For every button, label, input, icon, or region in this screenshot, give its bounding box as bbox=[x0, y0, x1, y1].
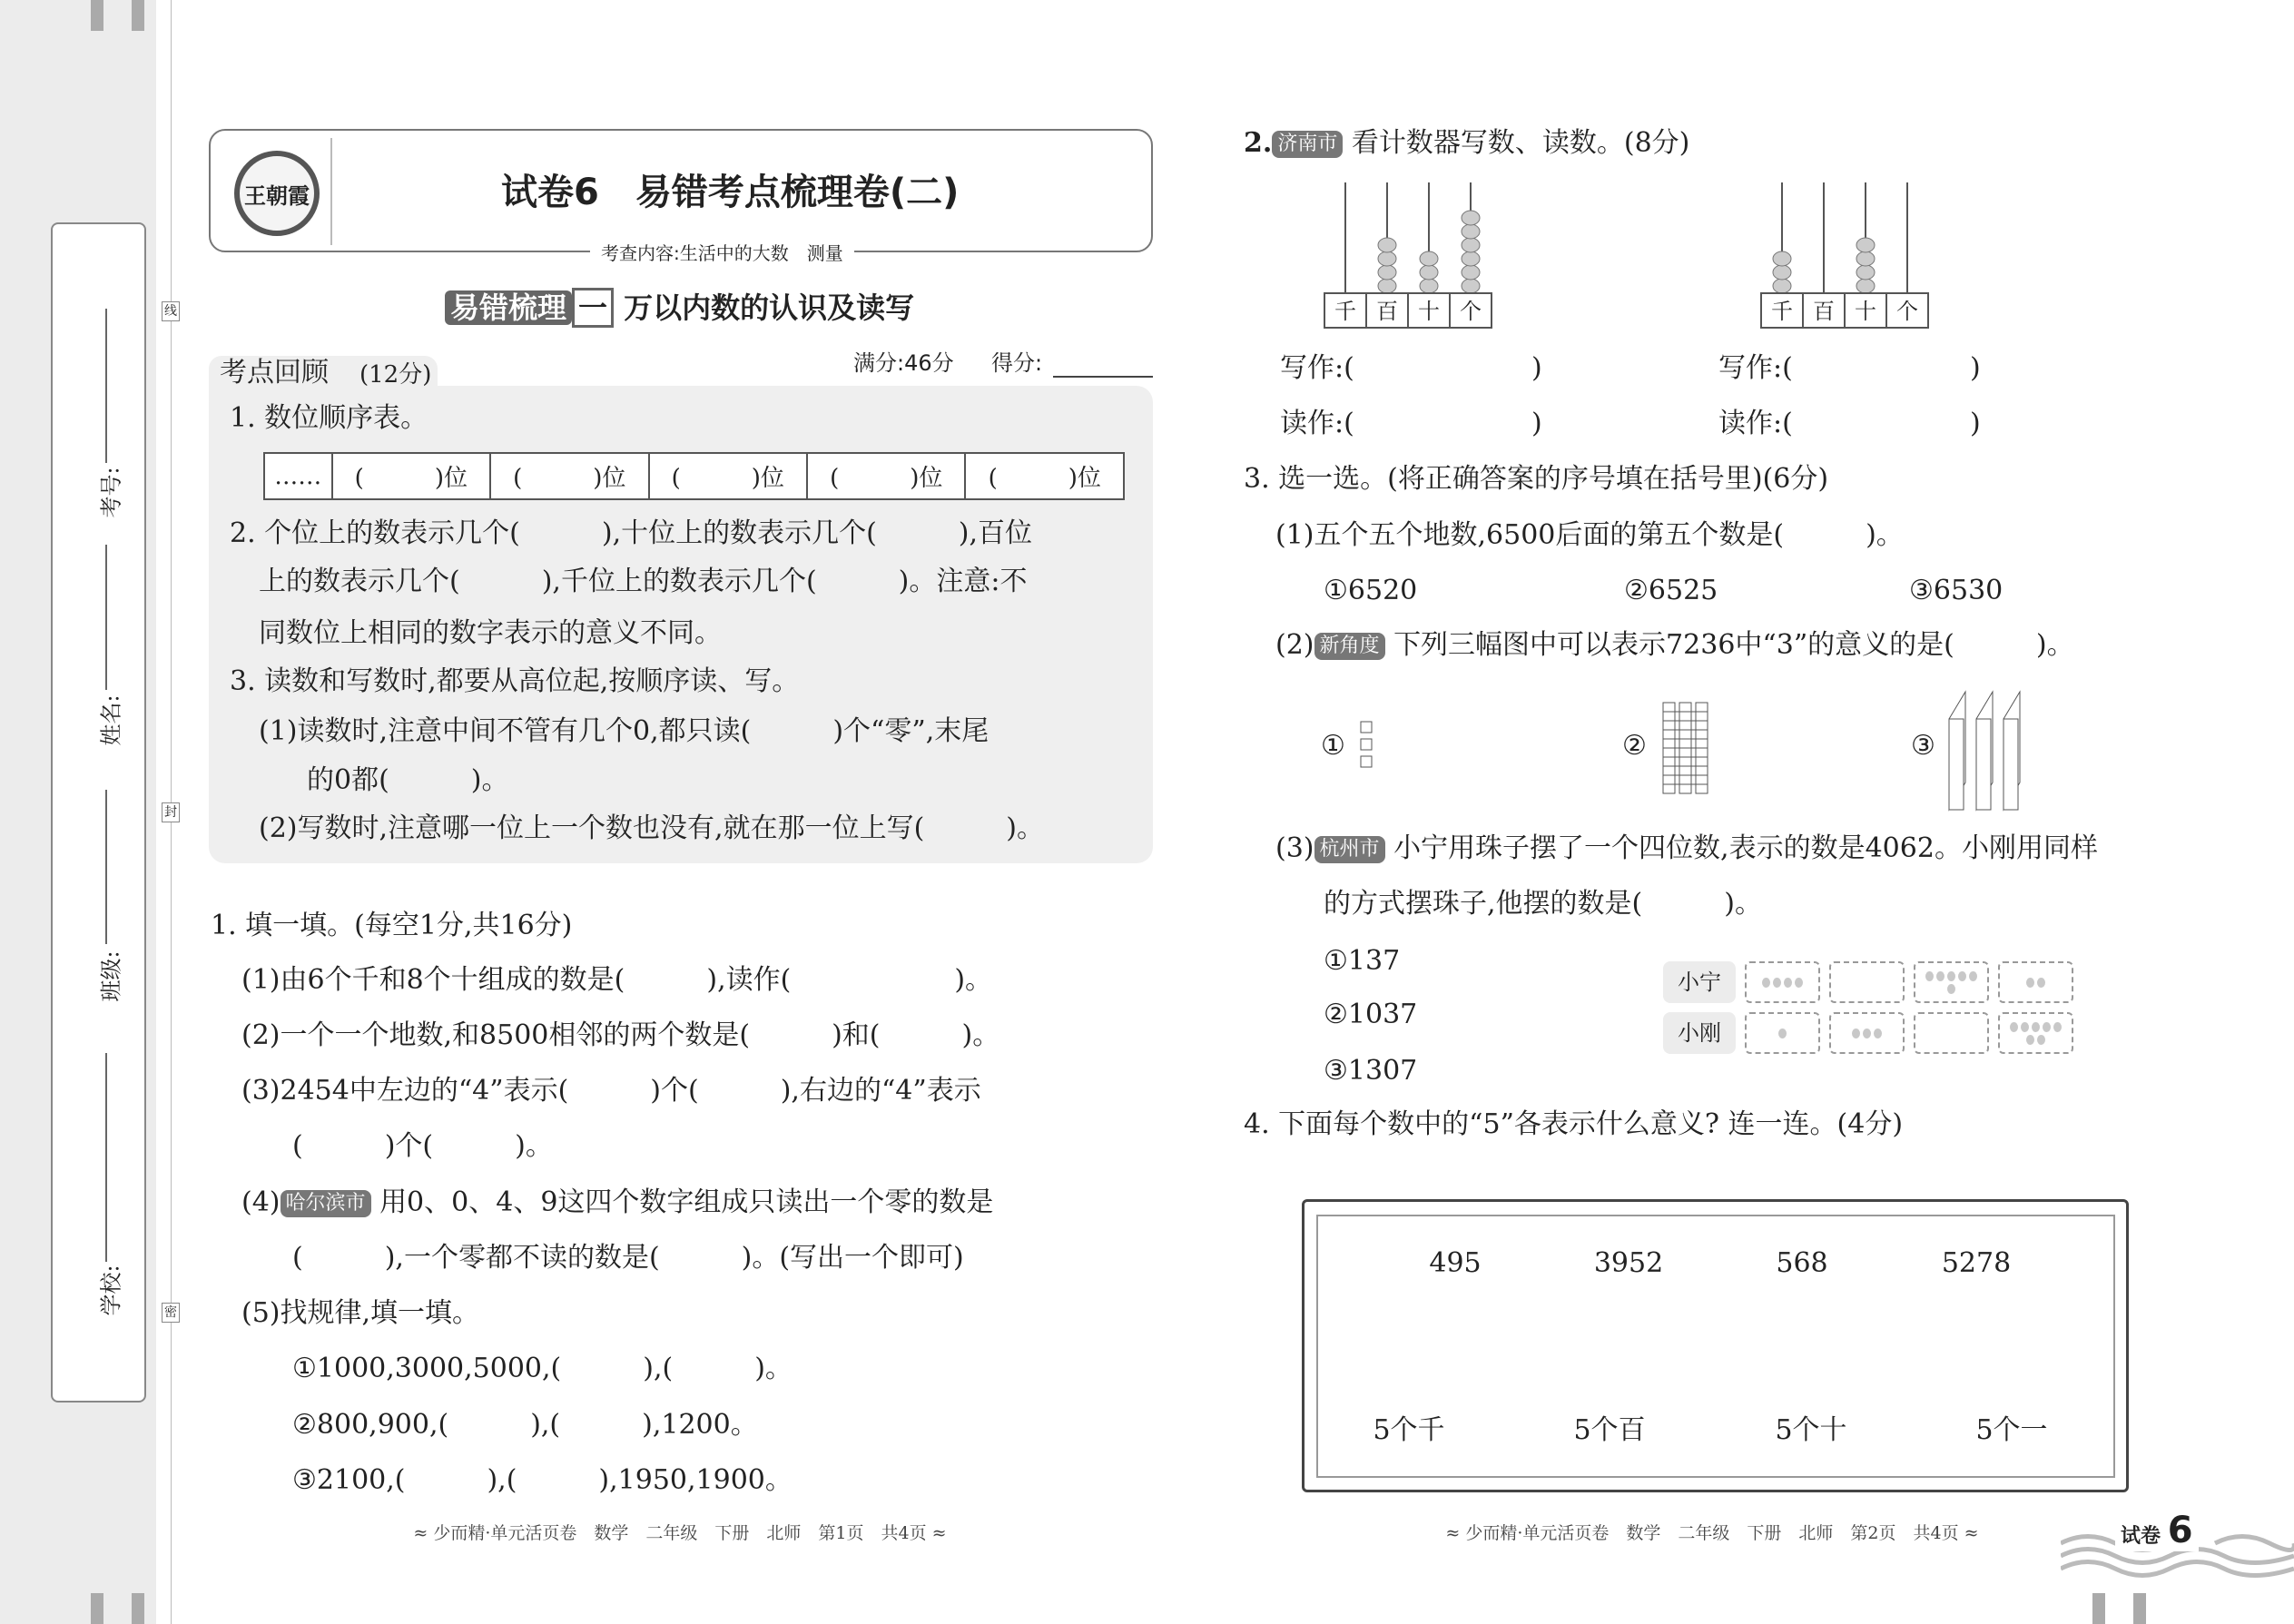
bead-table bbox=[1663, 961, 2073, 1063]
abacus-bead bbox=[1378, 238, 1396, 252]
paper-header bbox=[209, 129, 1153, 252]
match-meaning[interactable]: 5个百 bbox=[1573, 1414, 1646, 1446]
abacus-bead bbox=[1462, 224, 1480, 239]
bead-dot bbox=[1852, 1029, 1860, 1038]
class-field[interactable] bbox=[105, 790, 107, 944]
question-line: (1)由6个千和8个十组成的数是( ),读作( )。 bbox=[241, 964, 993, 996]
review-line: 3. 读数和写数时,都要从高位起,按顺序读、写。 bbox=[230, 665, 800, 697]
table-cell[interactable]: ( )位 bbox=[490, 453, 648, 499]
footer-left: ≈ 少而精·单元活页卷 数学 二年级 下册 北师 第1页 共4页 ≈ bbox=[413, 1523, 947, 1543]
decor-bar bbox=[132, 0, 144, 31]
question-3-title: 3. 选一选。(将正确答案的序号填在括号里)(6分) bbox=[1244, 463, 1829, 495]
decor-bar bbox=[132, 1593, 144, 1624]
exam-number-field[interactable] bbox=[105, 309, 107, 463]
page-subtitle: 考查内容:生活中的大数 测量 bbox=[590, 239, 854, 265]
abacus-bead bbox=[1420, 265, 1438, 280]
publisher-logo: 王朝霞 bbox=[223, 138, 332, 245]
bead-dot bbox=[2010, 1022, 2018, 1032]
review-q1: 1. 数位顺序表。 bbox=[230, 402, 428, 434]
question-line: ( ),一个零都不读的数是( )。(写出一个即可) bbox=[292, 1242, 964, 1274]
match-meaning[interactable]: 5个一 bbox=[1975, 1414, 2048, 1446]
abacus-place-label: 百 bbox=[1376, 299, 1398, 324]
abacus-bead bbox=[1773, 251, 1791, 266]
bead-dot bbox=[1863, 1029, 1871, 1038]
full-score: 满分:46分 bbox=[853, 350, 954, 376]
bead-dot bbox=[1778, 1029, 1787, 1038]
name-label: 姓名: bbox=[98, 694, 124, 746]
write-label: 写作:( bbox=[1280, 352, 1354, 384]
abacus-bead bbox=[1420, 251, 1438, 266]
option: ②1037 bbox=[1324, 999, 1418, 1030]
bead-cell bbox=[1829, 961, 1905, 1003]
abacus-place-label: 十 bbox=[1855, 299, 1876, 324]
bead-dot bbox=[1947, 971, 1955, 981]
abacus-bead bbox=[1378, 251, 1396, 266]
place-value-table bbox=[263, 452, 1125, 500]
abacus-1 bbox=[1321, 177, 1502, 331]
footer-right: ≈ 少而精·单元活页卷 数学 二年级 下册 北师 第2页 共4页 ≈ bbox=[1445, 1523, 1979, 1543]
question-2-title: 2. 济南市 看计数器写数、读数。(8分) bbox=[1244, 127, 1690, 159]
abacus-place-label: 百 bbox=[1813, 299, 1835, 324]
bead-dot bbox=[2026, 1035, 2034, 1045]
bead-dot bbox=[2053, 1022, 2062, 1032]
bead-dot bbox=[1947, 984, 1955, 994]
bead-cell bbox=[1914, 1012, 1989, 1054]
option: ①137 bbox=[1324, 945, 1401, 977]
write-label: 写作:( bbox=[1718, 352, 1793, 384]
cut-mark: 密 bbox=[162, 1303, 180, 1323]
bead-dot bbox=[2021, 1022, 2029, 1032]
page-title: 试卷6 易错考点梳理卷(二) bbox=[501, 172, 960, 213]
paren-close: ) bbox=[1531, 352, 1542, 384]
bead-row-name: 小宁 bbox=[1663, 961, 1736, 1003]
abacus-bead bbox=[1462, 279, 1480, 293]
three-tens-rods-image bbox=[1661, 699, 1716, 799]
table-cell[interactable]: ( )位 bbox=[649, 453, 807, 499]
score-input-line[interactable] bbox=[1053, 376, 1153, 378]
question-line: (3)2454中左边的“4”表示( )个( ),右边的“4”表示 bbox=[241, 1075, 981, 1107]
option: ① bbox=[1321, 730, 1345, 762]
bead-dot bbox=[2026, 978, 2034, 988]
bead-cell bbox=[1914, 961, 1989, 1003]
question-line: 的方式摆珠子,他摆的数是( )。 bbox=[1324, 888, 1762, 920]
decor-bar bbox=[91, 1593, 103, 1624]
paren-close: ) bbox=[1970, 408, 1981, 439]
abacus-bead bbox=[1773, 279, 1791, 293]
review-line: (2)写数时,注意哪一位上一个数也没有,就在那一位上写( )。 bbox=[259, 812, 1044, 844]
bead-dot bbox=[2037, 1035, 2045, 1045]
score-label: 得分: bbox=[991, 350, 1043, 376]
abacus-bead bbox=[1378, 265, 1396, 280]
name-field[interactable] bbox=[105, 545, 107, 690]
school-field[interactable] bbox=[105, 1053, 107, 1262]
section-heading bbox=[445, 289, 914, 327]
read-label: 读作:( bbox=[1280, 408, 1354, 439]
bead-cell bbox=[1998, 961, 2073, 1003]
paren-close: ) bbox=[1970, 352, 1981, 384]
bead-cell bbox=[1998, 1012, 2073, 1054]
decor-bar bbox=[91, 0, 103, 31]
cut-mark: 封 bbox=[162, 802, 180, 822]
decor-bar bbox=[2092, 1593, 2105, 1624]
bead-row bbox=[1663, 1012, 2073, 1054]
review-line: 2. 个位上的数表示几个( ),十位上的数表示几个( ),百位 bbox=[230, 517, 1033, 549]
table-cell[interactable]: ( )位 bbox=[332, 453, 490, 499]
badge-label: 试卷 6 bbox=[2115, 1510, 2199, 1551]
abacus-place-label: 千 bbox=[1334, 299, 1356, 324]
option: ③1307 bbox=[1324, 1055, 1418, 1087]
option: ②6525 bbox=[1624, 575, 1718, 606]
abacus-bead bbox=[1378, 279, 1396, 293]
bead-dot bbox=[1784, 978, 1792, 988]
bead-dot bbox=[1936, 971, 1944, 981]
abacus-bead bbox=[1856, 238, 1875, 252]
bead-dot bbox=[1762, 978, 1770, 988]
table-cell[interactable]: ( )位 bbox=[965, 453, 1124, 499]
bead-dot bbox=[2037, 978, 2045, 988]
abacus-bead bbox=[1462, 265, 1480, 280]
student-info-box bbox=[51, 222, 146, 1403]
question-4-title: 4. 下面每个数中的“5”各表示什么意义? 连一连。(4分) bbox=[1244, 1108, 1904, 1140]
section-title: 万以内数的认识及读写 bbox=[624, 290, 915, 325]
question-line: (1)五个五个地数,6500后面的第五个数是( )。 bbox=[1275, 519, 1904, 551]
abacus-place-label: 十 bbox=[1418, 299, 1440, 324]
question-line: (2) 新角度 下列三幅图中可以表示7236中“3”的意义的是( )。 bbox=[1275, 629, 2074, 661]
badge-number: 6 bbox=[2167, 1510, 2193, 1551]
three-unit-cubes-image bbox=[1358, 719, 1376, 773]
question-line: ( )个( )。 bbox=[292, 1130, 553, 1162]
bead-row bbox=[1663, 961, 2073, 1003]
read-label: 读作:( bbox=[1718, 408, 1793, 439]
option: ①6520 bbox=[1324, 575, 1418, 606]
abacus-2 bbox=[1757, 177, 1939, 331]
bead-cell bbox=[1745, 961, 1820, 1003]
abacus-place-label: 个 bbox=[1896, 299, 1918, 324]
bead-cell bbox=[1745, 1012, 1820, 1054]
bead-dot bbox=[1958, 971, 1966, 981]
match-meaning[interactable]: 5个十 bbox=[1775, 1414, 1847, 1446]
bead-cell bbox=[1829, 1012, 1905, 1054]
bead-dot bbox=[2043, 1022, 2051, 1032]
question-1-title: 1. 填一填。(每空1分,共16分) bbox=[211, 910, 573, 941]
match-number[interactable]: 3952 bbox=[1593, 1247, 1664, 1279]
match-number[interactable]: 568 bbox=[1776, 1247, 1828, 1279]
abacus-bead bbox=[1856, 251, 1875, 266]
review-line: 的0都( )。 bbox=[307, 764, 509, 796]
table-cell: …… bbox=[264, 453, 332, 499]
review-title: 考点回顾 bbox=[220, 357, 329, 389]
decor-bar bbox=[2133, 1593, 2146, 1624]
abacus-bead bbox=[1462, 238, 1480, 252]
review-line: 同数位上相同的数字表示的意义不同。 bbox=[259, 617, 722, 649]
bead-dot bbox=[1874, 1029, 1882, 1038]
three-hundreds-flats-image bbox=[1947, 683, 2047, 814]
region-tag: 哈尔滨市 bbox=[281, 1190, 371, 1217]
section-label: 易错梳理 bbox=[445, 290, 572, 325]
new-angle-tag: 新角度 bbox=[1314, 633, 1385, 660]
region-tag: 杭州市 bbox=[1314, 836, 1385, 863]
question-line-4: (4) 哈尔滨市 用0、0、4、9这四个数字组成只读出一个零的数是 bbox=[241, 1186, 994, 1218]
question-line: (3) 杭州市 小宁用珠子摆了一个四位数,表示的数是4062。小刚用同样 bbox=[1275, 832, 2098, 864]
abacus-bead bbox=[1462, 211, 1480, 225]
match-meaning[interactable]: 5个千 bbox=[1373, 1414, 1445, 1446]
bead-dot bbox=[1773, 978, 1781, 988]
abacus-bead bbox=[1856, 265, 1875, 280]
review-line: (1)读数时,注意中间不管有几个0,都只读( )个“零”,末尾 bbox=[259, 715, 989, 747]
region-tag: 济南市 bbox=[1272, 131, 1343, 158]
question-line: ③2100,( ),( ),1950,1900。 bbox=[292, 1464, 793, 1496]
bead-row-name: 小刚 bbox=[1663, 1012, 1736, 1054]
question-line: ①1000,3000,5000,( ),( )。 bbox=[292, 1353, 793, 1384]
bead-dot bbox=[1795, 978, 1803, 988]
abacus-place-label: 千 bbox=[1771, 299, 1793, 324]
class-label: 班级: bbox=[98, 950, 124, 1002]
cut-mark: 线 bbox=[162, 301, 180, 321]
abacus-bead bbox=[1462, 251, 1480, 266]
option: ② bbox=[1622, 730, 1647, 762]
bead-dot bbox=[1969, 971, 1977, 981]
match-number[interactable]: 495 bbox=[1429, 1247, 1482, 1279]
question-line: (2)一个一个地数,和8500相邻的两个数是( )和( )。 bbox=[241, 1019, 1000, 1051]
option: ③ bbox=[1911, 730, 1935, 762]
table-cell[interactable]: ( )位 bbox=[807, 453, 965, 499]
abacus-bead bbox=[1773, 265, 1791, 280]
option: ③6530 bbox=[1909, 575, 2004, 606]
match-number[interactable]: 5278 bbox=[1941, 1247, 2012, 1279]
abacus-bead bbox=[1420, 279, 1438, 293]
review-points: (12分) bbox=[359, 361, 432, 389]
school-label: 学校: bbox=[98, 1265, 124, 1316]
abacus-place-label: 个 bbox=[1460, 299, 1482, 324]
bead-dot bbox=[1925, 971, 1934, 981]
question-line: (5)找规律,填一填。 bbox=[241, 1297, 480, 1329]
abacus-bead bbox=[1856, 279, 1875, 293]
question-line: ②800,900,( ),( ),1200。 bbox=[292, 1409, 758, 1441]
paren-close: ) bbox=[1531, 408, 1542, 439]
exam-number-label: 考号: bbox=[98, 467, 124, 518]
review-line: 上的数表示几个( ),千位上的数表示几个( )。注意:不 bbox=[259, 566, 1028, 597]
section-number: 一 bbox=[572, 288, 614, 328]
bead-dot bbox=[2032, 1022, 2040, 1032]
